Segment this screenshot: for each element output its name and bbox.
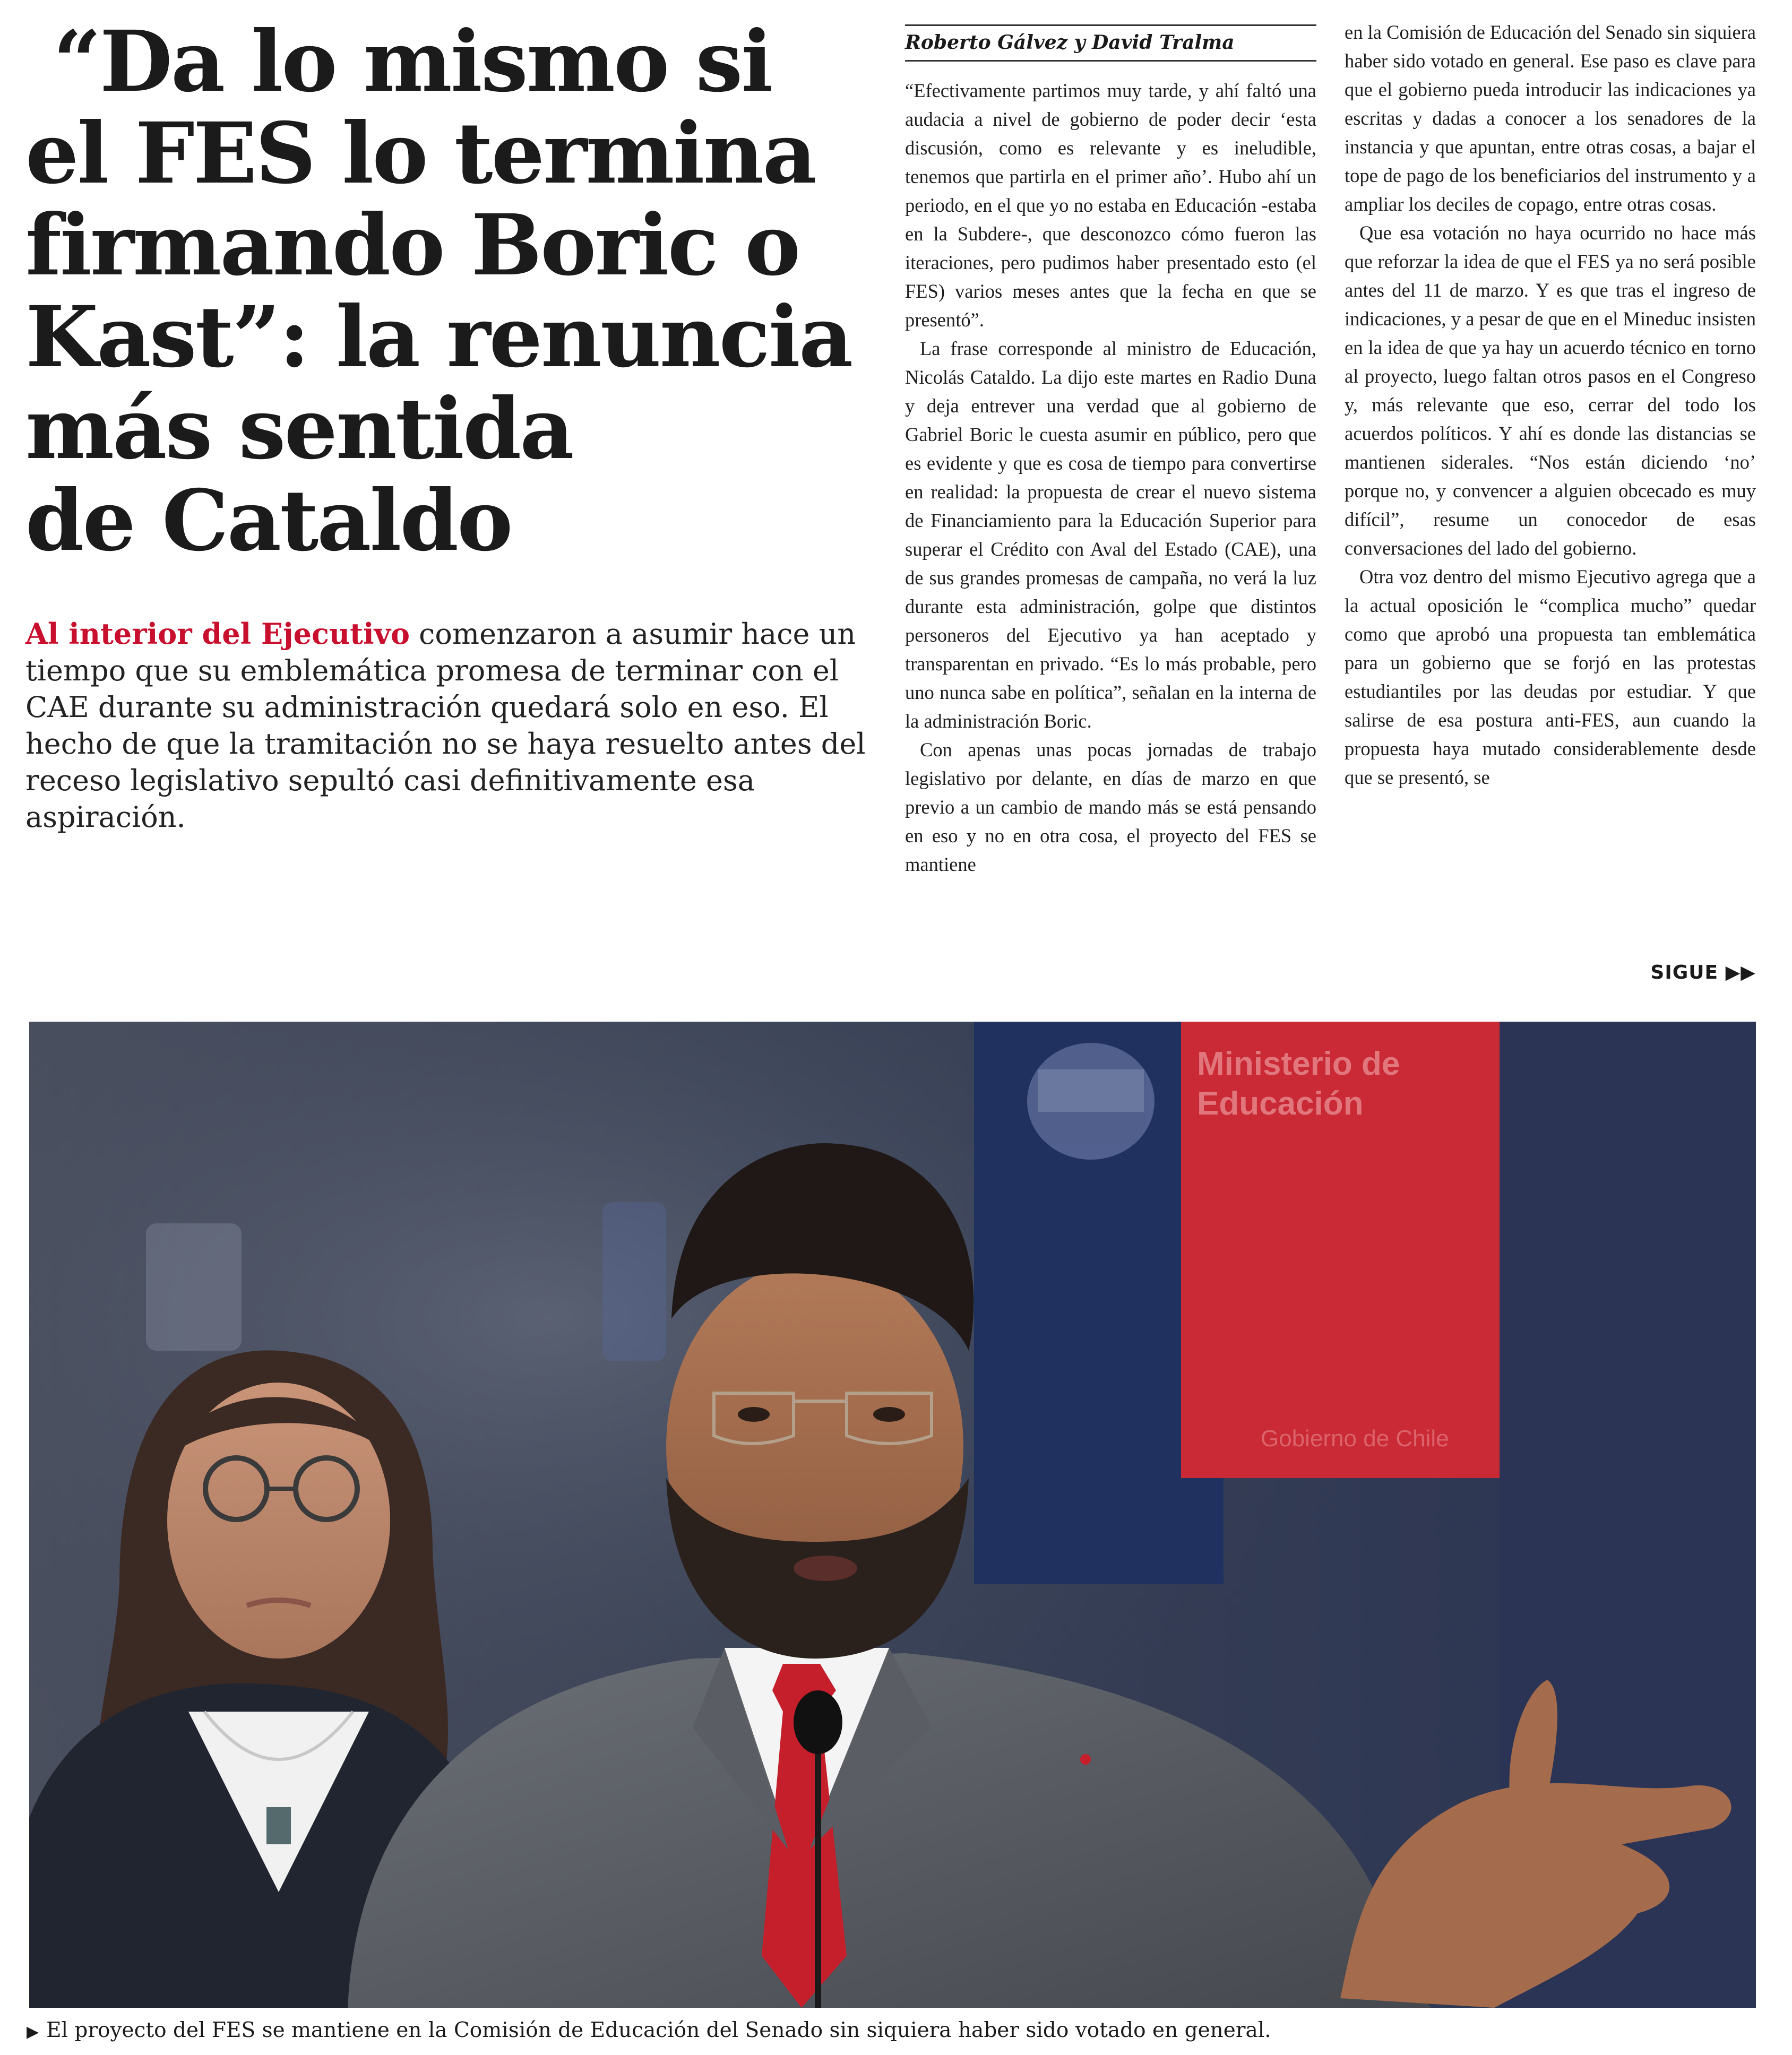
article-column-2: [1345, 18, 1756, 792]
body-paragraph: Otra voz dentro del mismo Ejecutivo agrega que a la actual oposición le “complica mucho” quedar como que aprobó una propuesta tan emblemática para un gobierno que se forjó en las protestas estudiantiles por las deudas por estudiar. Y que salirse de esa postura anti-FES, aun cuando la propuesta haya mutado considerablemente desde que se presentó, se: [1345, 566, 1756, 788]
backdrop-text-1: Ministerio de: [1197, 1046, 1400, 1082]
chile-coat-of-arms: [1027, 1043, 1155, 1160]
headline-line: “Da lo mismo si: [53, 13, 772, 111]
backdrop-footer: Gobierno de Chile: [1261, 1426, 1449, 1452]
lead-kicker: Al interior del Ejecutivo: [25, 617, 410, 651]
microphone: [794, 1690, 842, 1754]
article-column-1: [905, 76, 1316, 879]
photo-caption: [27, 2016, 1757, 2047]
continue-marker: SIGUE ▶▶: [1650, 962, 1756, 983]
headline-line: el FES lo termina: [25, 105, 815, 203]
headline-line: de Cataldo: [25, 472, 512, 570]
backdrop-text-2: Educación: [1197, 1085, 1364, 1122]
headline-line: más sentida: [25, 380, 573, 478]
press-photo: [29, 1022, 1756, 2008]
lead-paragraph: [25, 616, 875, 835]
caption-text: El proyecto del FES se mantiene en la Comisión de Educación del Senado sin siquiera haber sido votado en general.: [46, 2018, 1271, 2042]
headline: [25, 13, 854, 570]
headline-line: Kast”: la renuncia: [25, 288, 852, 386]
body-paragraph: La frase corresponde al ministro de Educación, Nicolás Cataldo. La dijo este martes en Radio Duna y deja entrever una verdad que al gobierno de Gabriel Boric le cuesta asumir en público, pero que es evidente y que es cosa de tiempo para convertirse en realidad: la propuesta de crear el nuevo sistema de Financiamiento para la Educación Superior para superar el Crédito con Aval del Estado (CAE), una de sus grandes promesas de campaña, no verá la luz durante esta administración, golpe que distintos personeros del Ejecutivo ya han aceptado y transparentan en privado. “Es lo más probable, pero uno nunca sabe en política”, señalan en la interna de la administración Boric.: [905, 338, 1316, 732]
body-paragraph: “Efectivamente partimos muy tarde, y ahí faltó una audacia a nivel de gobierno de poder decir ‘esta discusión, como es relevante y es ineludible, tenemos que partirla en el primer año’. Hubo ahí un periodo, en el que yo no estaba en Educación -estaba en la Subdere-, que desconozco cómo fueron las iteraciones, pero pudimos haber presentado esto (el FES) varios meses antes que la fecha en que se presentó”.: [905, 80, 1316, 331]
lead-text: comenzaron a asumir hace un tiempo que su emblemática promesa de terminar con el CAE durante su administración quedará solo en eso. El hecho de que la tramitación no se haya resuelto antes del receso legislativo sepultó casi definitivamente esa aspiración.: [25, 617, 866, 834]
caption-arrow-icon: ▶: [27, 2023, 39, 2041]
body-paragraph: Con apenas unas pocas jornadas de trabajo legislativo por delante, en días de marzo en que previo a un cambio de mando más se está pensando en eso y no en otra cosa, el proyecto del FES se mantiene: [905, 739, 1316, 875]
headline-line: firmando Boric o: [25, 196, 799, 295]
body-paragraph: en la Comisión de Educación del Senado sin siquiera haber sido votado en general. Ese paso es clave para que el gobierno pueda introducir las indicaciones ya escritas y dadas a conocer a los senadores de la instancia y que apuntan, entre otras cosas, a bajar el tope de pago de los beneficiarios del instrumento y a ampliar los deciles de copago, entre otras cosas.: [1345, 21, 1756, 215]
byline: Roberto Gálvez y David Tralma: [905, 24, 1316, 62]
body-paragraph: Que esa votación no haya ocurrido no hace más que reforzar la idea de que el FES ya no será posible antes del 11 de marzo. Y es que tras el ingreso de indicaciones, y a pesar de que en el Mineduc insisten en la idea de que ya hay un acuerdo técnico en torno al proyecto, luego faltan otros pasos en el Congreso y, más relevante que eso, cerrar del todo los acuerdos políticos. Y ahí es donde las distancias se mantienen siderales. “Nos están diciendo ‘no’ porque no, y convencer a alguien obcecado es muy difícil”, resume un conocedor de esas conversaciones del lado del gobierno.: [1345, 222, 1756, 559]
microphone-stand: [815, 1722, 821, 2008]
